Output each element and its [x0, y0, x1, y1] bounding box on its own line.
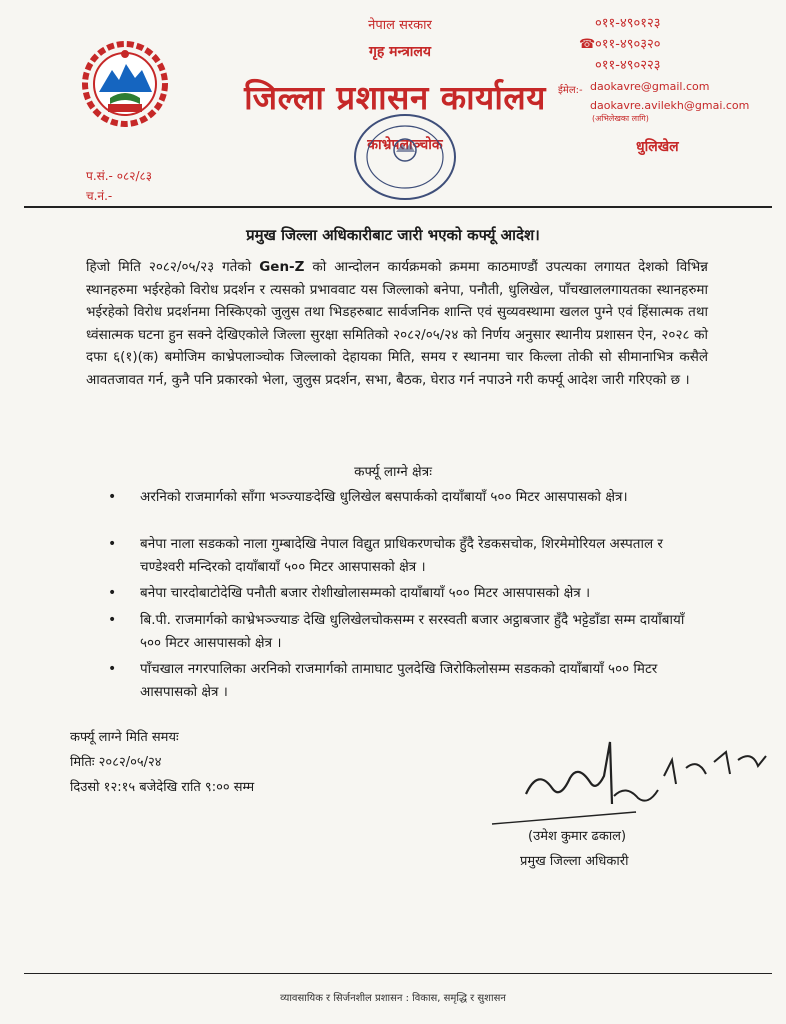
bullet-icon: •	[108, 585, 117, 601]
header-divider	[24, 206, 772, 208]
nepal-emblem-icon	[82, 40, 168, 128]
list-item	[108, 533, 708, 578]
signature-icon	[486, 734, 772, 830]
paragraph-rest: को आन्दोलन कार्यक्रमको क्रममा काठमाण्डौं उपत्यका लगायत देशको विभिन्न स्थानहरुमा भईरहेको विरोध प्रदर्शन र त्यसको प्रभाववाट यस जिल्लाको बनेपा, पनौती, धुलिखेल, पाँचखाललगायतका स्थानहरुमा भईरहेको विरोध प्रदर्शनमा निस्किएको जुलुस तथा भिडहरुबाट सार्वजनिक शान्ति एवं सुव्यवस्थामा खलल पुग्ने एवं हिंसात्मक तथा ध्वंसात्मक घटना हुन सक्ने देखिएकोले जिल्ला सुरक्षा समितिको २०८२/०५/२४ को निर्णय अनुसार स्थानीय प्रशासन ऐन, २०२८ को दफा ६(१)(क) बमोजिम काभ्रेपलाञ्चोक जिल्लाको देहायका मिति, समय र स्थानमा चार किल्ला तोकी सो सीमानाभित्र कसैले आवतजावत गर्न, कुनै पनि प्रकारको भेला, जुलुस प्रदर्शन, सभा, बैठक, घेराउ गर्न नपाउने गरी कर्फ्यू आदेश जारी गरिएको छ ।	[86, 259, 708, 388]
order-heading: प्रमुख जिल्ला अधिकारीबाट जारी भएको कर्फ्यू आदेश।	[246, 226, 540, 244]
list-item-text: अरनिको राजमार्गको साँगा भञ्ज्याङदेखि धुलिखेल बसपार्कको दायाँबायाँ ५०० मिटर आसपासको क्षेत्र।	[140, 489, 628, 505]
office-district: काभ्रेपलाञ्चोक	[367, 137, 443, 153]
bullet-icon: •	[108, 536, 117, 552]
footer-divider	[24, 973, 772, 974]
reference-label: प.सं.-	[86, 169, 113, 183]
list-item	[108, 582, 708, 605]
bullet-icon: •	[108, 661, 117, 677]
dispatch-number-label: च.नं.-	[86, 189, 113, 203]
phone-numbers	[579, 13, 661, 76]
phone-number: ०११-४९०२२३	[595, 58, 661, 73]
footer-slogan: व्यावसायिक र सिर्जनशील प्रशासन : विकास, समृद्धि र सुशासन	[280, 993, 506, 1004]
office-title: जिल्ला प्रशासन कार्यालय	[244, 78, 546, 117]
list-item	[108, 609, 708, 654]
list-item	[108, 658, 708, 703]
bullet-icon: •	[108, 612, 117, 628]
signatory-title: प्रमुख जिल्ला अधिकारी	[520, 854, 629, 869]
phone-icon: ☎	[579, 37, 596, 52]
list-item-text: बनेपा नाला सडकको नाला गुम्बादेखि नेपाल विद्युत प्राधिकरणचोक हुँदै रेडकसचोक, शिरमेमोरियल अस्पताल र चण्डेश्वरी मन्दिरको दायाँबायाँ ५०० मिटर आसपासको क्षेत्र ।	[140, 536, 663, 575]
reference-number	[86, 167, 152, 184]
curfew-date: मितिः २०८२/०५/२४	[70, 755, 162, 770]
reference-value: ०८२/८३	[116, 169, 152, 183]
government-name: नेपाल सरकार	[368, 18, 432, 33]
bullet-icon: •	[108, 489, 117, 505]
phone-number: ०११-४९०१२३	[595, 16, 661, 31]
ministry-name: गृह मन्त्रालय	[368, 44, 432, 60]
list-item-text: बि.पी. राजमार्गको काभ्रेभञ्ज्याङ देखि धुलिखेलचोकसम्म र सरस्वती बजार अट्ठाबजार हुँदै भट्टेडाँडा सम्म दायाँबायाँ ५०० मिटर आसपासको क्षेत्र ।	[140, 612, 685, 651]
email-archive: daokavre.avilekh@gmai.com	[590, 99, 750, 112]
phone-number: ०११-४९०३२०	[595, 37, 661, 52]
list-item-text: पाँचखाल नगरपालिका अरनिको राजमार्गको तामाघाट पुलदेखि जिरोकिलोसम्म सडकको दायाँबायाँ ५०० मिटर आसपासको क्षेत्र ।	[140, 661, 658, 700]
email-primary: daokavre@gmail.com	[590, 80, 710, 93]
email-label: ईमेल:-	[558, 85, 583, 96]
curfew-time: दिउसो १२:१५ बजेदेखि राति ९:०० सम्म	[70, 780, 255, 795]
list-item-text: बनेपा चारदोबाटोदेखि पनौती बजार रोशीखोलासम्मको दायाँबायाँ ५०० मिटर आसपासको क्षेत्र ।	[140, 585, 591, 601]
curfew-areas-heading: कर्फ्यू लाग्ने क्षेत्रः	[354, 464, 432, 480]
paragraph-bold-term: Gen-Z	[259, 259, 305, 275]
list-item	[108, 486, 708, 509]
office-location: धुलिखेल	[636, 139, 679, 155]
email-note: (अभिलेखका लागि)	[592, 114, 649, 123]
signatory-name: (उमेश कुमार ढकाल)	[528, 829, 627, 844]
curfew-time-label: कर्फ्यू लाग्ने मिति समयः	[70, 730, 179, 745]
order-paragraph	[86, 256, 708, 391]
paragraph-intro: हिजो मिति २०८२/०५/२३ गतेको	[86, 259, 260, 275]
office-stamp-icon	[352, 112, 458, 202]
